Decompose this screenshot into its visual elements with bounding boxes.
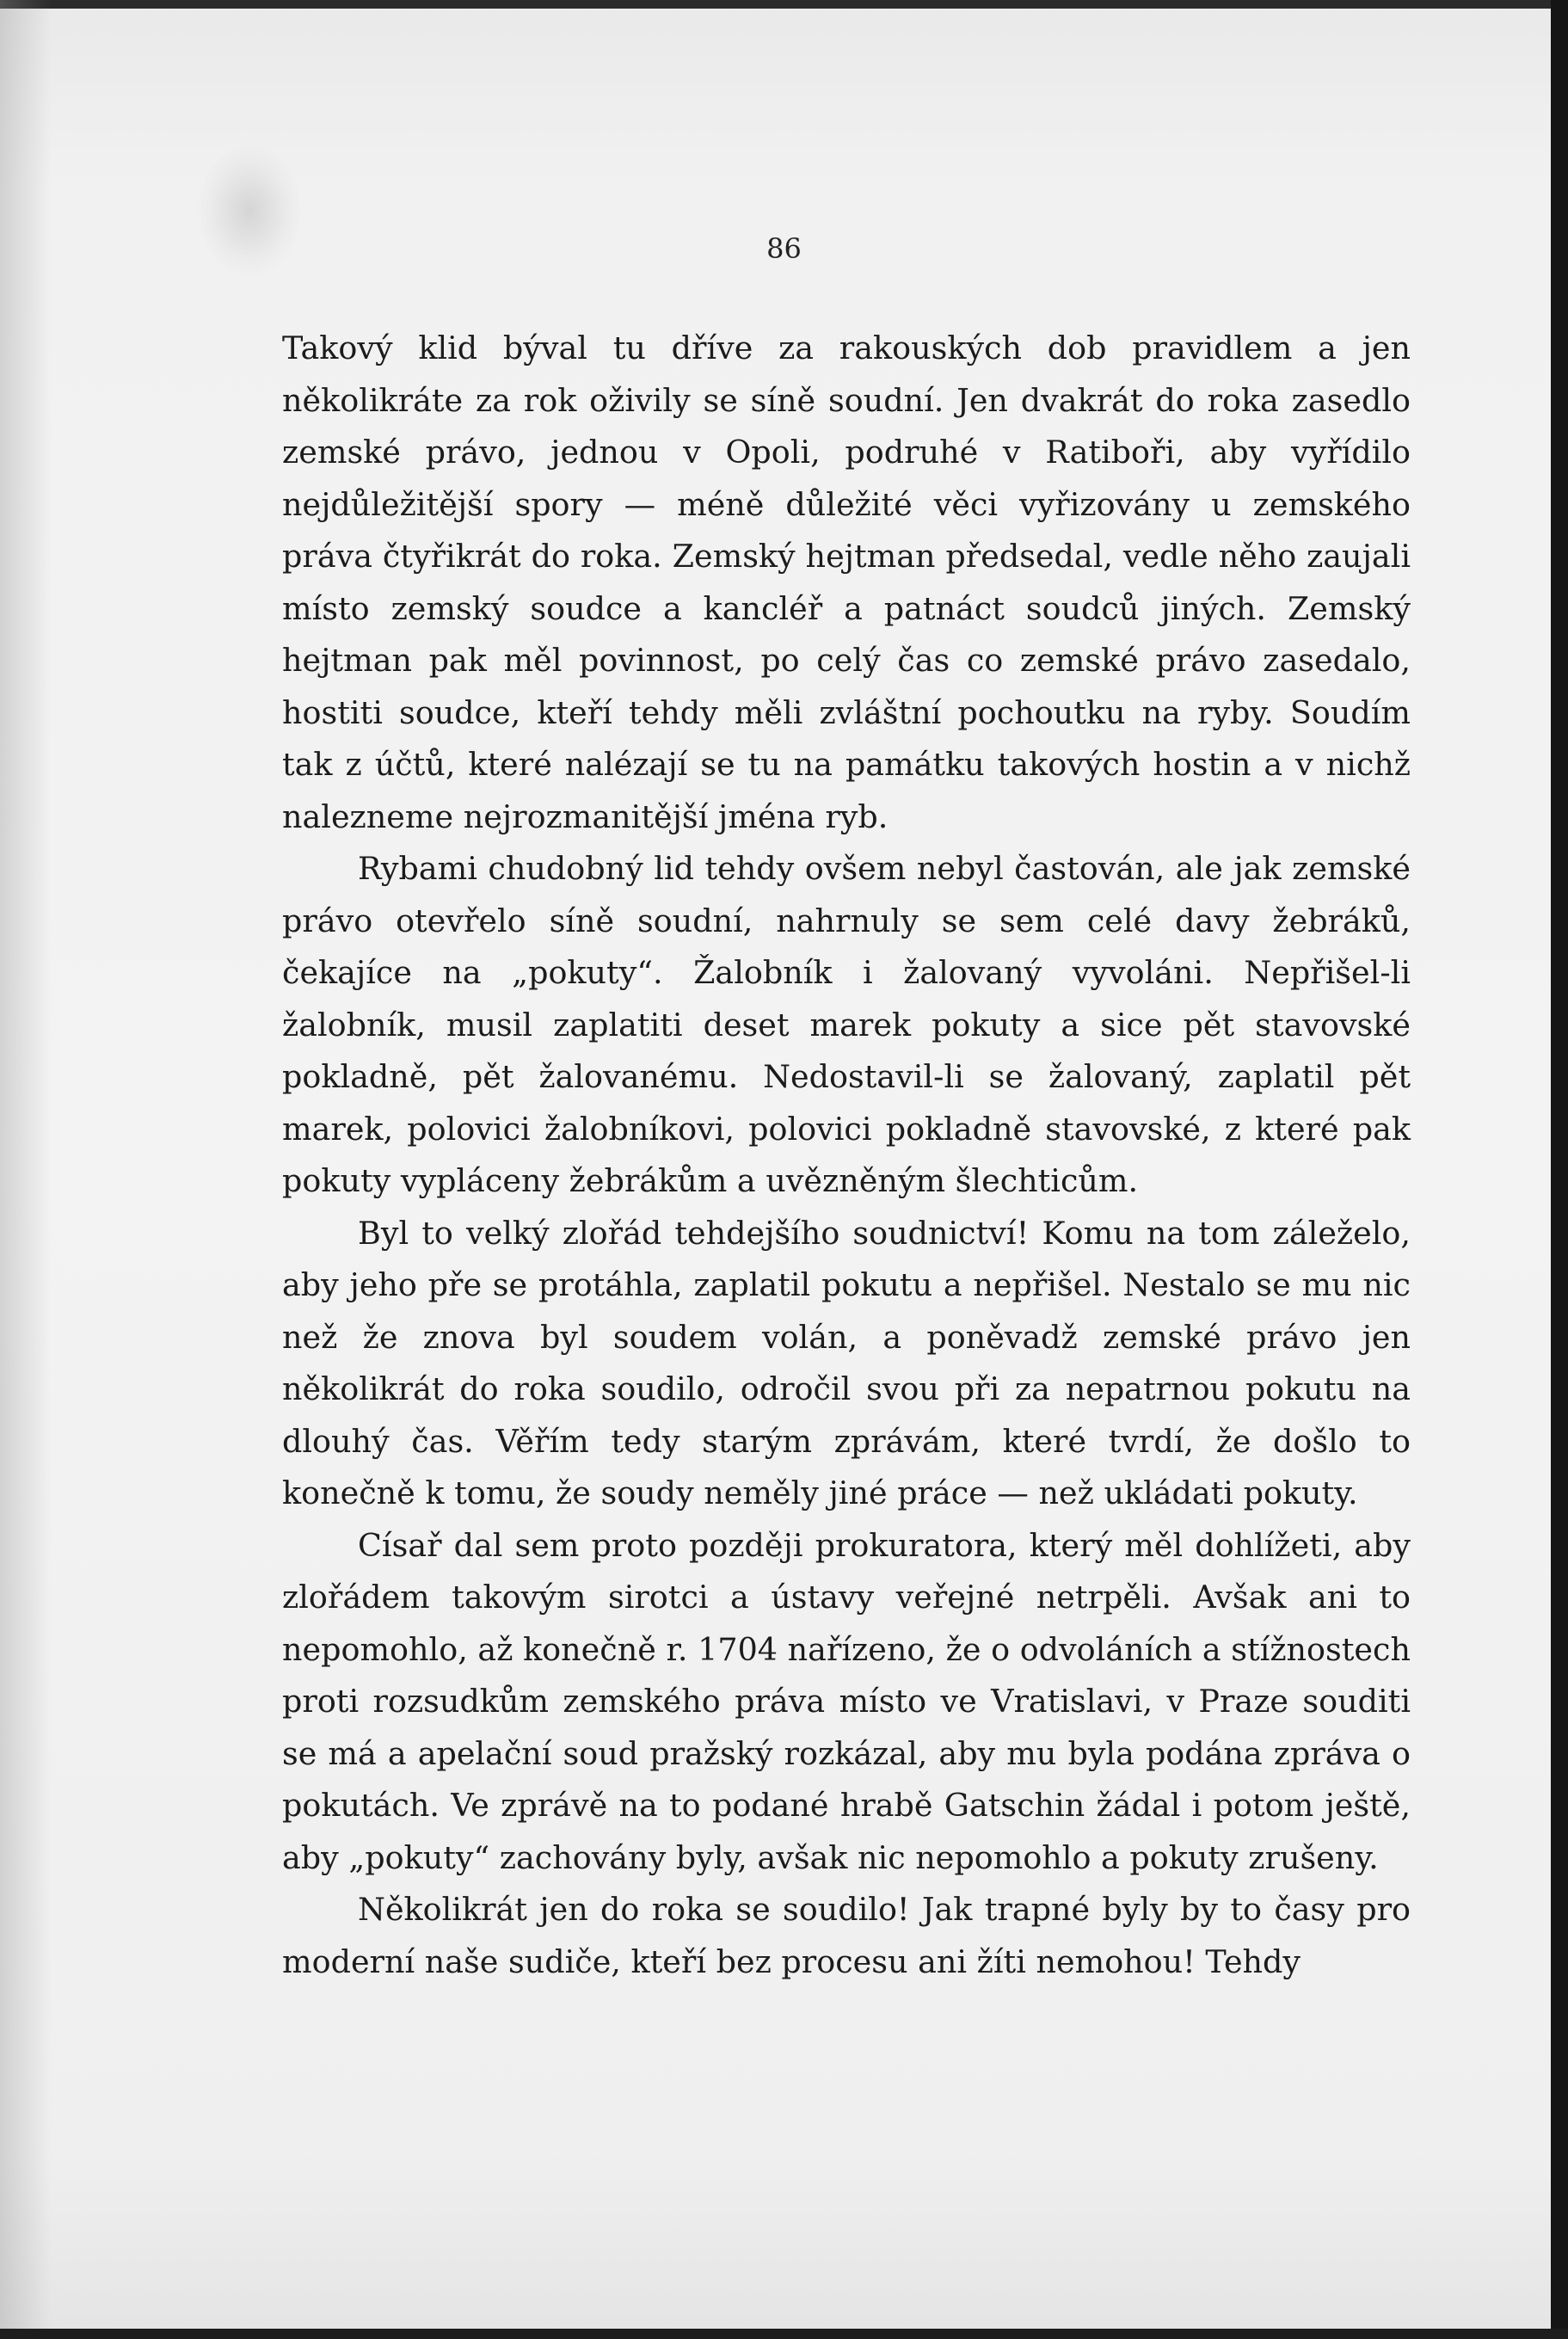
paragraph-2: Rybami chudobný lid tehdy ovšem nebyl častován, ale jak zemské právo otevřelo síně soudní, nahrnuly se sem celé davy žebráků, čekajíce na „pokuty“. Žalobník i žalovaný vyvoláni. Nepřišel-li žalobník, musil zaplatiti deset marek pokuty a sice pět stavovské pokladně, pět žalovanému. Nedostavil-li se žalovaný, zaplatil pět marek, polovici žalobníkovi, polovici pokladně stavovské, z které pak pokuty vypláceny žebrákům a uvězněným šlechticům. bbox=[282, 850, 1411, 1199]
scan-shadow-left bbox=[0, 0, 52, 2339]
scan-edge-right bbox=[1551, 0, 1568, 2339]
scan-edge-bottom bbox=[0, 2329, 1568, 2339]
paragraph-3: Byl to velký zlořád tehdejšího soudnictví! Komu na tom záleželo, aby jeho pře se protáhla, zaplatil pokutu a nepřišel. Nestalo se mu nic než že znova byl soudem volán, a poněvadž zemské právo jen několikrát do roka soudilo, odročil svou při za nepatrnou pokutu na dlouhý čas. Věřím tedy starým zprávám, které tvrdí, že došlo to konečně k tomu, že soudy neměly jiné práce — než ukládati pokuty. bbox=[282, 1214, 1411, 1511]
scan-edge-top bbox=[0, 0, 1568, 9]
paragraph-4: Císař dal sem proto později prokuratora, který měl dohlížeti, aby zlořádem takovým sirotci a ústavy veřejné netrpěli. Avšak ani to nepomohlo, až konečně r. 1704 nařízeno, že o odvoláních a stížnostech proti rozsudkům zemského práva místo ve Vratislavi, v Praze souditi se má a apelační soud pražský rozkázal, aby mu byla podána zpráva o pokutách. Ve zprávě na to podané hrabě Gatschin žádal i potom ještě, aby „pokuty“ zachovány byly, avšak nic nepomohlo a pokuty zrušeny. bbox=[282, 1526, 1411, 1876]
page-number: 86 bbox=[766, 232, 802, 265]
paragraph-1: Takový klid býval tu dříve za rakouských dob pravidlem a jen několikráte za rok oživily se síně soudní. Jen dvakrát do roka zasedlo zemské právo, jednou v Opoli, podruhé v Ratiboři, aby vyřídilo nejdůležitější spory — méně důležité věci vyřizovány u zemského práva čtyřikrát do roka. Zemský hejtman předsedal, vedle něho zaujali místo zemský soudce a kancléř a patnáct soudců jiných. Zemský hejtman pak měl povinnost, po celý čas co zemské právo zasedalo, hostiti soudce, kteří tehdy měli zvláštní pochoutku na ryby. Soudím tak z účtů, které nalézají se tu na památku takových hostin a v nichž nalezneme nejrozmanitější jména ryb. bbox=[282, 329, 1411, 835]
paragraph-5: Několikrát jen do roka se soudilo! Jak trapné byly by to časy pro moderní naše sudiče, kteří bez procesu ani žíti nemohou! Tehdy bbox=[282, 1891, 1411, 1980]
body-text bbox=[282, 323, 1411, 1988]
